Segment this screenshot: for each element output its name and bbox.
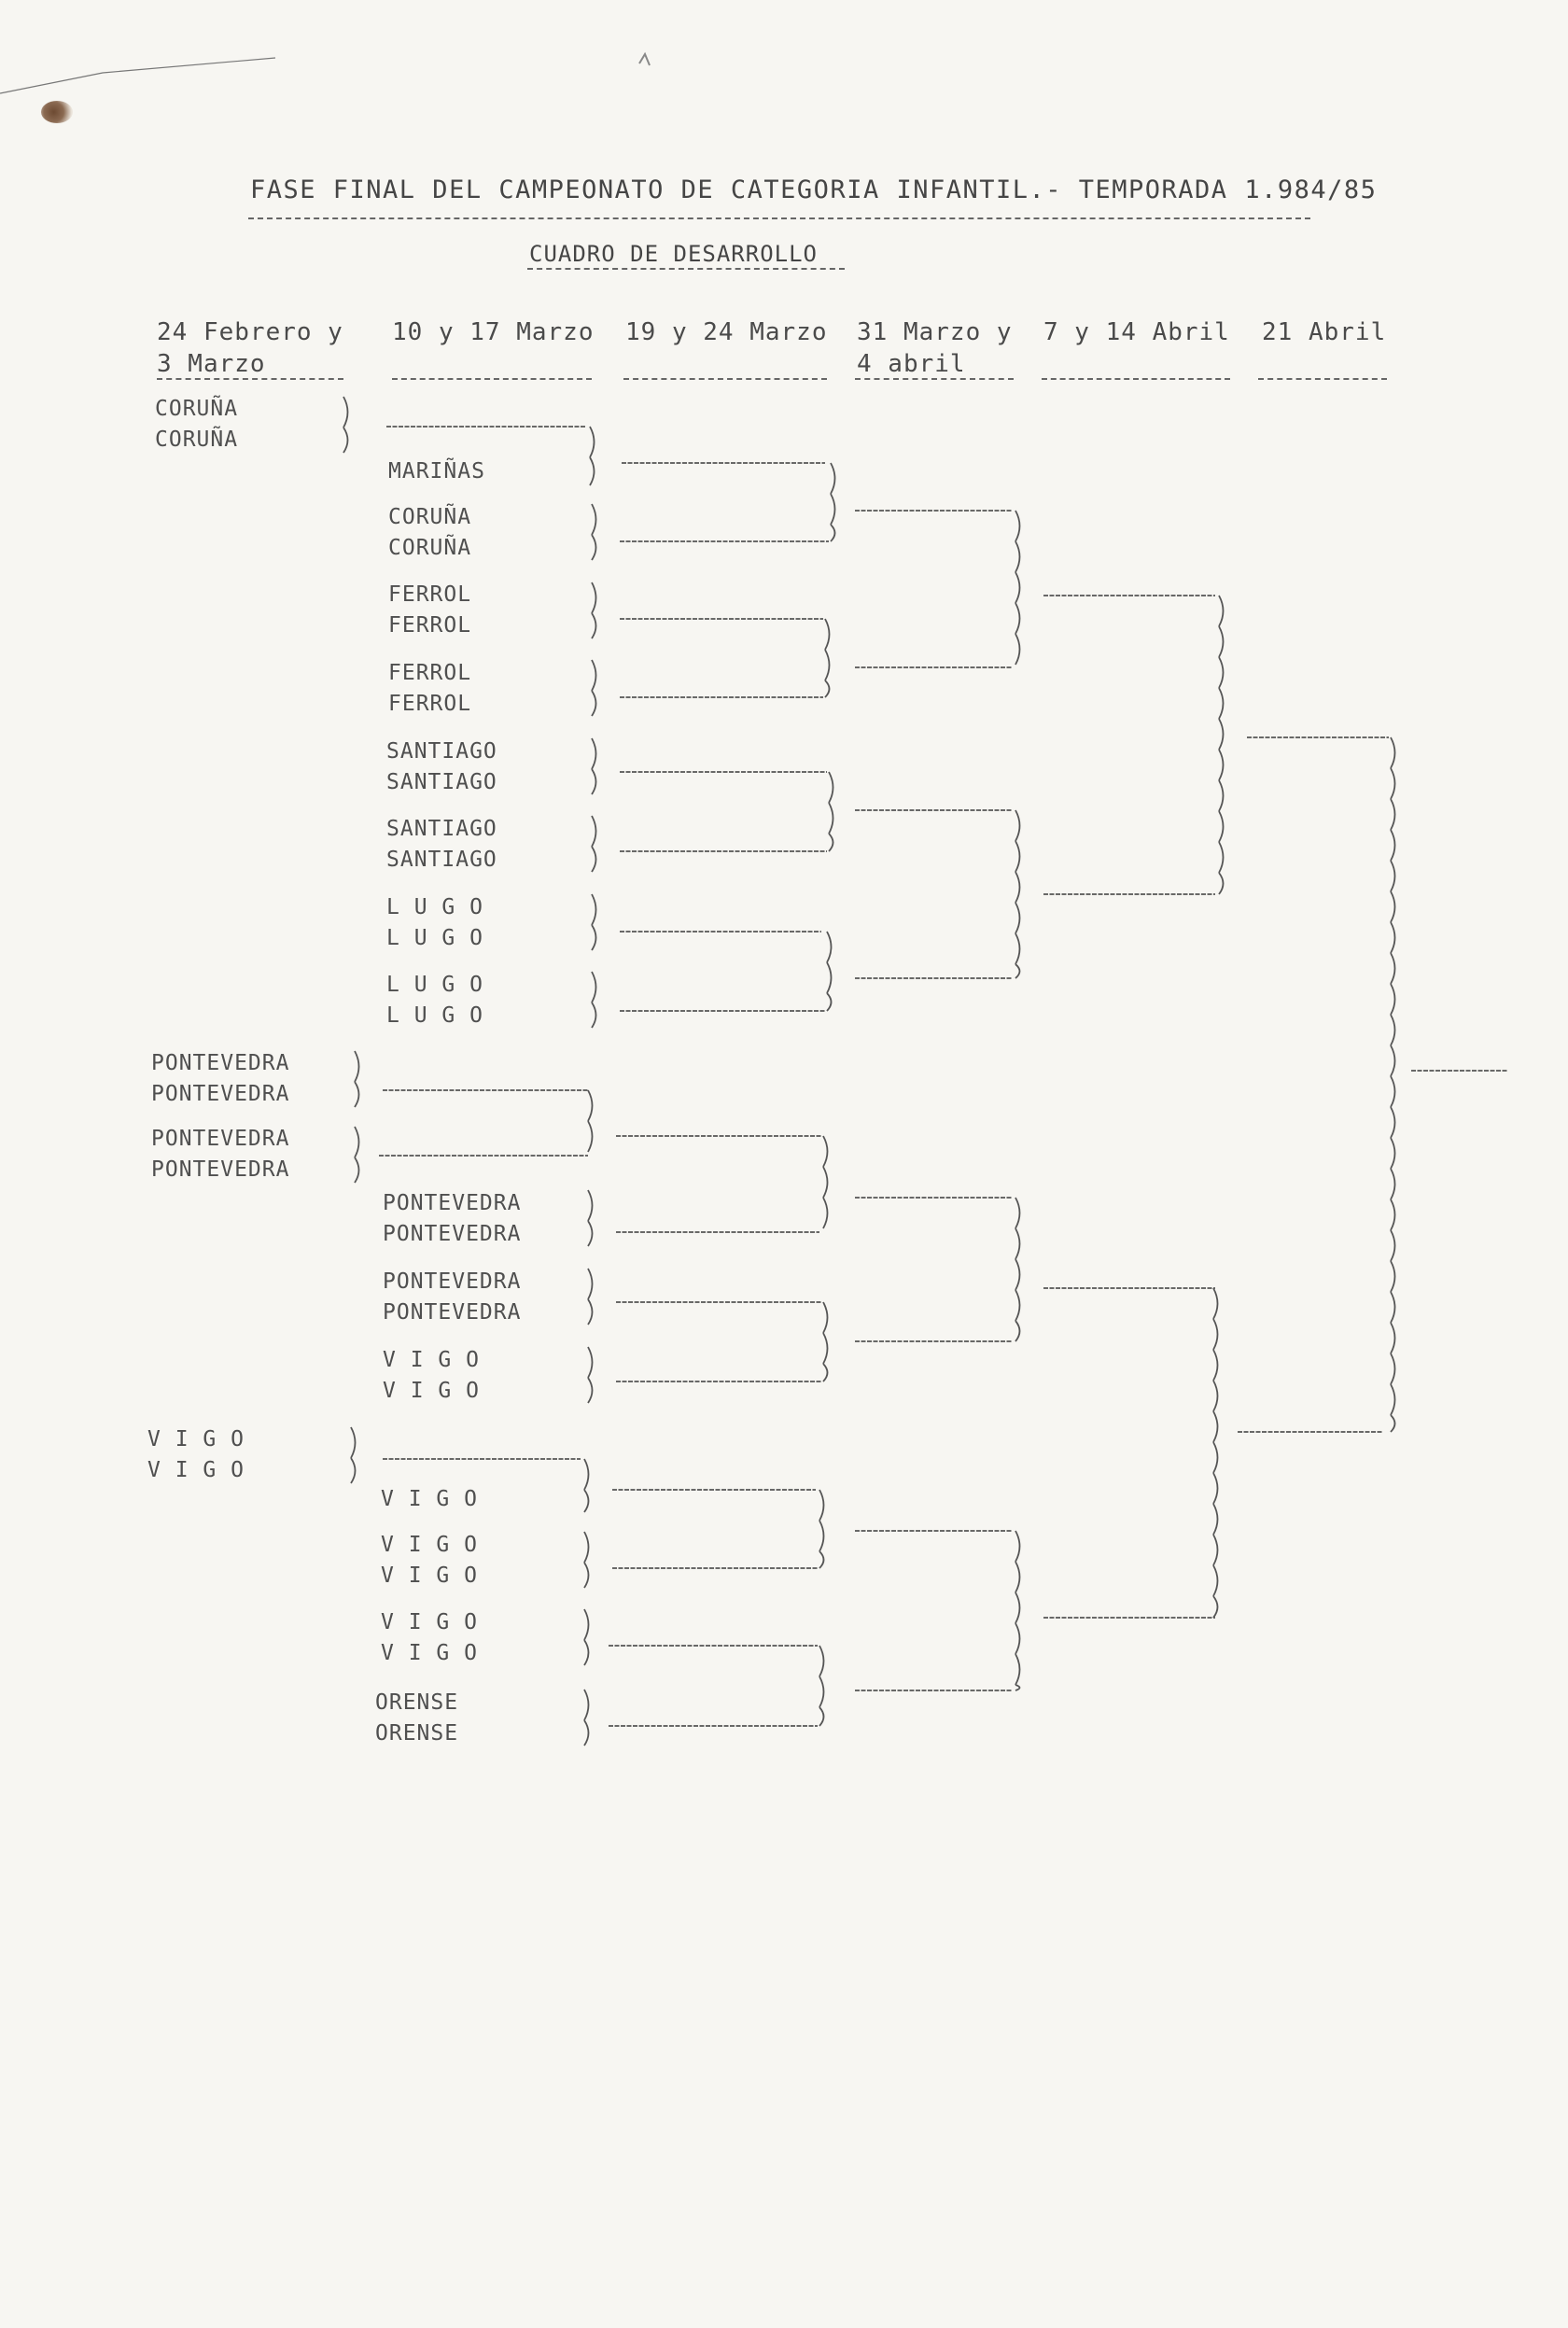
paren-r2-11	[588, 1347, 593, 1403]
team-r1-coruna-a: CORUÑA	[155, 397, 239, 421]
team-r1-pontevedra-a: PONTEVEDRA	[151, 1051, 290, 1075]
team-r2-ferrol-c: FERROL	[388, 661, 472, 685]
round-header-6: 21 Abril	[1262, 318, 1387, 346]
paren-r3-6	[819, 1490, 824, 1568]
team-r2-santiago-d: SANTIAGO	[386, 848, 497, 872]
team-r2-pontevedra-c: PONTEVEDRA	[383, 1269, 522, 1294]
document-title: FASE FINAL DEL CAMPEONATO DE CATEGORIA INFANTIL.- TEMPORADA 1.984/85	[250, 175, 1378, 204]
team-r2-coruna-b: CORUÑA	[388, 536, 472, 560]
team-r1-pontevedra-b: PONTEVEDRA	[151, 1082, 290, 1106]
team-r2-coruna-a: CORUÑA	[388, 505, 472, 529]
round-header-5: 7 y 14 Abril	[1043, 318, 1230, 346]
team-r2-ferrol-b: FERROL	[388, 613, 472, 638]
paren-r2-14	[584, 1609, 589, 1665]
team-r2-vigo-a: V I G O	[383, 1348, 480, 1372]
team-r1-vigo-a: V I G O	[147, 1427, 245, 1451]
paren-r2-7	[592, 972, 596, 1028]
team-r2-lugo-b: L U G O	[386, 926, 483, 950]
paren-r1-pontevedra-1	[355, 1051, 359, 1107]
paren-r3-0	[831, 463, 835, 541]
paren-r2-10	[588, 1269, 593, 1325]
paren-r2-3	[592, 660, 596, 716]
round-header-2: 10 y 17 Marzo	[392, 318, 595, 346]
team-r1-pontevedra-c: PONTEVEDRA	[151, 1127, 290, 1151]
team-r2-vigo-b: V I G O	[383, 1379, 480, 1403]
team-r2-santiago-a: SANTIAGO	[386, 739, 497, 764]
team-r1-vigo-b: V I G O	[147, 1458, 245, 1482]
team-r2-santiago-c: SANTIAGO	[386, 817, 497, 841]
round-header-1: 24 Febrero y 3 Marzo	[157, 318, 343, 378]
paren-r4-2	[1015, 1198, 1020, 1341]
team-r1-coruna-b: CORUÑA	[155, 428, 239, 452]
paren-r2-15	[584, 1690, 589, 1746]
team-r1-pontevedra-d: PONTEVEDRA	[151, 1157, 290, 1182]
paren-r4-3	[1015, 1531, 1020, 1690]
team-r2-pontevedra-d: PONTEVEDRA	[383, 1300, 522, 1325]
team-r2-ferrol-a: FERROL	[388, 582, 472, 607]
paren-r4-1	[1015, 810, 1020, 978]
paren-r3-7	[819, 1646, 824, 1726]
paren-r2-5	[592, 816, 596, 872]
paren-r2-12	[584, 1459, 589, 1512]
paren-r3-3	[827, 932, 832, 1011]
team-r2-vigo-d: V I G O	[381, 1533, 478, 1557]
paren-r2-2	[592, 582, 596, 638]
team-r2-santiago-b: SANTIAGO	[386, 770, 497, 794]
round-header-4: 31 Marzo y 4 abril	[857, 318, 1013, 378]
paren-r3-2	[829, 772, 833, 851]
paren-r2-13	[584, 1532, 589, 1588]
paren-r4-0	[1015, 511, 1020, 665]
paren-r3-4	[823, 1136, 828, 1228]
team-r2-vigo-c: V I G O	[381, 1487, 478, 1511]
team-r2-marinas: MARIÑAS	[388, 459, 485, 484]
document-subtitle: CUADRO DE DESARROLLO	[529, 241, 818, 267]
paren-r5-north	[1219, 596, 1224, 894]
team-r2-lugo-c: L U G O	[386, 973, 483, 997]
paren-r2-0	[590, 427, 595, 485]
paren-r2-6	[592, 894, 596, 950]
team-r2-vigo-f: V I G O	[381, 1610, 478, 1634]
team-r2-lugo-d: L U G O	[386, 1003, 483, 1028]
team-r2-pontevedra-b: PONTEVEDRA	[383, 1222, 522, 1246]
paren-r3-1	[825, 619, 830, 697]
round-header-3: 19 y 24 Marzo	[625, 318, 828, 346]
paren-r1-vigo	[351, 1427, 356, 1483]
paren-r1-pontevedra-2	[355, 1127, 359, 1183]
team-r2-lugo-a: L U G O	[386, 895, 483, 919]
team-r2-ferrol-d: FERROL	[388, 692, 472, 716]
team-r2-orense-a: ORENSE	[375, 1690, 459, 1715]
paren-r2-4	[592, 738, 596, 794]
paren-r5-south	[1213, 1288, 1218, 1618]
paren-r2-9	[588, 1190, 593, 1246]
team-r2-pontevedra-a: PONTEVEDRA	[383, 1191, 522, 1215]
team-r2-vigo-g: V I G O	[381, 1641, 478, 1665]
paren-r3-5	[823, 1302, 828, 1381]
team-r2-vigo-e: V I G O	[381, 1564, 478, 1588]
team-r2-orense-b: ORENSE	[375, 1721, 459, 1746]
paren-final	[1391, 737, 1395, 1432]
paren-r1-coruna	[343, 397, 348, 453]
paren-r2-8	[588, 1090, 593, 1152]
paren-r2-1	[592, 504, 596, 560]
